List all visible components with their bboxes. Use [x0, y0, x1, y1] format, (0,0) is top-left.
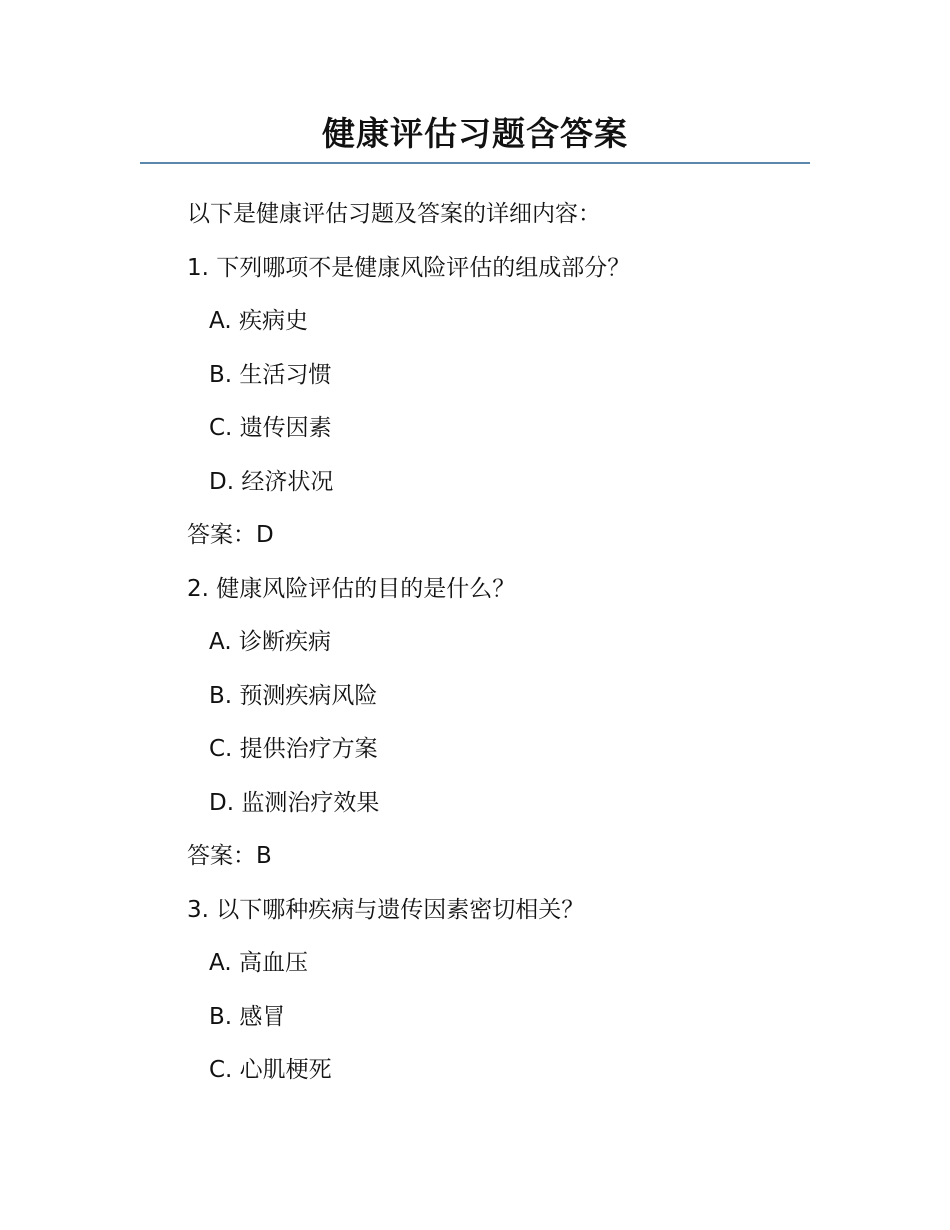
option-c: C. 提供治疗方案 [209, 736, 378, 762]
option-a: A. 疾病史 [209, 308, 308, 334]
question-block-1 [187, 247, 827, 568]
question-block-3 [187, 889, 827, 1103]
document-body [187, 193, 827, 1103]
option-b: B. 预测疾病风险 [209, 682, 378, 709]
option-c: C. 心肌梗死 [209, 1057, 332, 1083]
option-a: A. 诊断疾病 [209, 629, 331, 655]
question-text: 1. 下列哪项不是健康风险评估的组成部分？ [187, 254, 631, 281]
answer-text: 答案：B [187, 843, 272, 869]
option-d: D. 经济状况 [209, 468, 334, 495]
option-b: B. 生活习惯 [209, 361, 332, 388]
question-block-2 [187, 568, 827, 889]
option-c: C. 遗传因素 [209, 415, 332, 441]
option-a: A. 高血压 [209, 950, 308, 976]
question-text: 3. 以下哪种疾病与遗传因素密切相关？ [187, 896, 585, 923]
answer-text: 答案：D [187, 522, 274, 548]
title-divider [140, 162, 810, 164]
question-text: 2. 健康风险评估的目的是什么？ [187, 575, 516, 602]
document-title: 健康评估习题含答案 [322, 114, 628, 153]
option-d: D. 监测治疗效果 [209, 789, 380, 816]
option-b: B. 感冒 [209, 1003, 286, 1030]
intro-text: 以下是健康评估习题及答案的详细内容： [187, 201, 601, 227]
